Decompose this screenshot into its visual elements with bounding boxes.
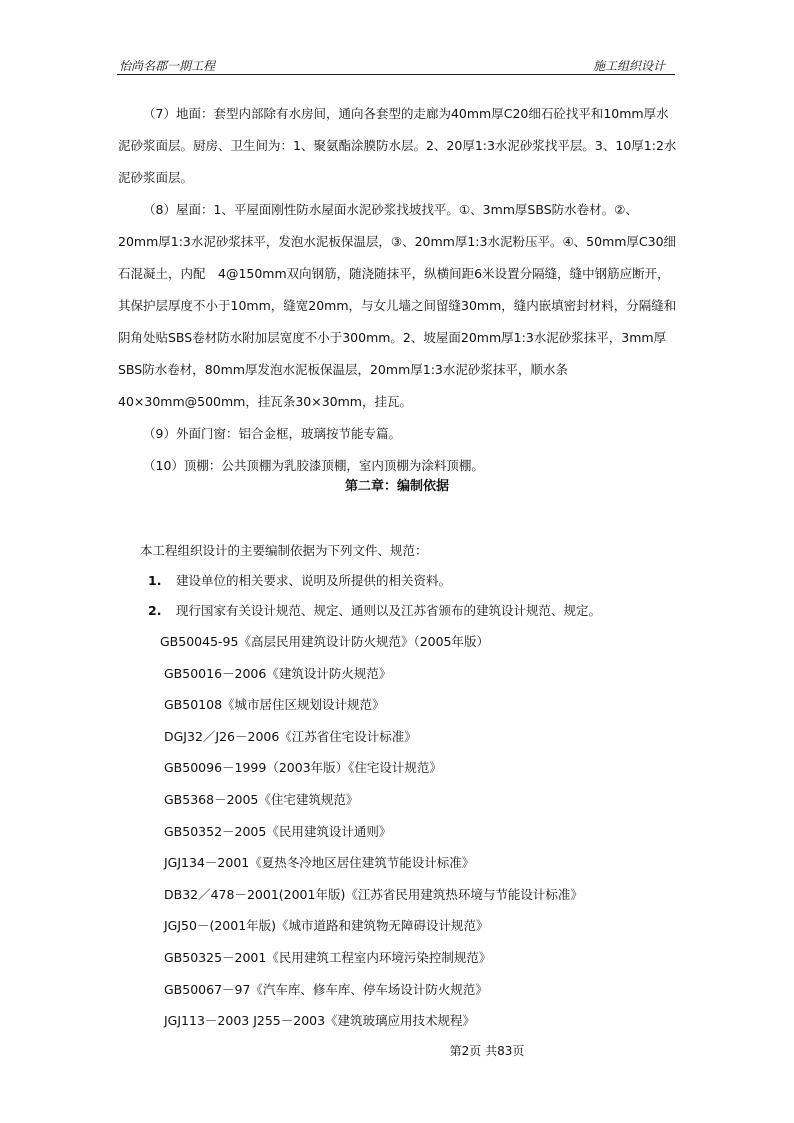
basis-item-text: 建设单位的相关要求、说明及所提供的相关资料。: [176, 573, 452, 588]
standard-item: DB32／478－2001(2001年版)《江苏省民用建筑热环境与节能设计标准》: [164, 886, 583, 902]
standard-item: GB50067－97《汽车库、修车库、停车场设计防火规范》: [164, 981, 488, 997]
paragraph-floor: （7）地面：套型内部除有水房间，通向各套型的走廊为40mm厚C20细石砼找平和10mm厚水泥砂浆面层。厨房、卫生间为：1、聚氨酯涂膜防水层。2、20厚1:3水泥砂浆找平层。3、10厚1:2水泥砂浆面层。: [118, 106, 677, 185]
basis-item-text: 现行国家有关设计规范、规定、通则以及江苏省颁布的建筑设计规范、规定。: [176, 603, 602, 618]
standard-item: JGJ134－2001《夏热冬冷地区居住建筑节能设计标准》: [164, 855, 475, 871]
basis-intro: 本工程组织设计的主要编制依据为下列文件、规范：: [140, 543, 428, 558]
basis-item-number: 1.: [148, 573, 162, 588]
standard-item: GB50045-95《高层民用建筑设计防火规范》（2005年版）: [160, 634, 490, 649]
header-project-name: 怡尚名郡一期工程: [119, 59, 216, 73]
basis-item: [140, 596, 680, 626]
basis-item: [140, 566, 680, 596]
page-header: [117, 54, 675, 75]
chapter-title: 第二章：编制依据: [344, 479, 449, 494]
standard-item: JGJ113－2003 J255－2003《建筑玻璃应用技术规程》: [164, 1013, 476, 1029]
standard-item: GB50352－2005《民用建筑设计通则》: [164, 823, 392, 839]
standard-item: JGJ50－(2001年版)《城市道路和建筑物无障碍设计规范》: [164, 918, 489, 934]
basis-section: [140, 536, 680, 626]
paragraph-windows: （9）外面门窗：铝合金框，玻璃按节能专篇。: [143, 426, 401, 441]
standard-item: DGJ32／J26－2006《江苏省住宅设计标准》: [164, 728, 417, 744]
standard-item: GB50108《城市居住区规划设计规范》: [164, 697, 385, 713]
construction-details: [118, 98, 678, 482]
basis-item-number: 2.: [148, 603, 162, 618]
page-footer: [0, 1042, 794, 1059]
standard-item: GB5368－2005《住宅建筑规范》: [164, 791, 359, 807]
header-document-type: 施工组织设计: [592, 59, 665, 73]
page-number: 第2页 共83页: [449, 1044, 525, 1058]
paragraph-roof: （8）屋面：1、平屋面刚性防水屋面水泥砂浆找坡找平。①、3mm厚SBS防水卷材。②、20mm厚1:3水泥砂浆抹平，发泡水泥板保温层，③、20mm厚1:3水泥粉压平。④、50mm厚C30细石混凝土，内配 4@150mm双向钢筋，随浇随抹平，纵横间距6米设置分隔缝，缝中钢筋应断开，其保护层厚度不小于10mm，缝宽20mm，与女儿墙之间留缝30mm，缝内嵌填密封材料，分隔缝和阴角处贴SBS卷材防水附加层宽度不小于300mm。2、坡屋面20mm厚1:3水泥砂浆抹平，3mm厚SBS防水卷材，80mm厚发泡水泥板保温层，20mm厚1:3水泥砂浆抹平，顺水条40×30mm@500mm，挂瓦条30×30mm，挂瓦。: [118, 202, 677, 409]
standard-item: GB50016－2006《建筑设计防火规范》: [164, 665, 392, 681]
standard-item: GB50096－1999（2003年版）《住宅设计规范》: [164, 760, 442, 776]
standards-list: [160, 626, 680, 1037]
paragraph-ceiling: （10）顶棚：公共顶棚为乳胶漆顶棚，室内顶棚为涂料顶棚。: [143, 458, 484, 473]
standard-item: GB50325－2001《民用建筑工程室内环境污染控制规范》: [164, 949, 492, 965]
